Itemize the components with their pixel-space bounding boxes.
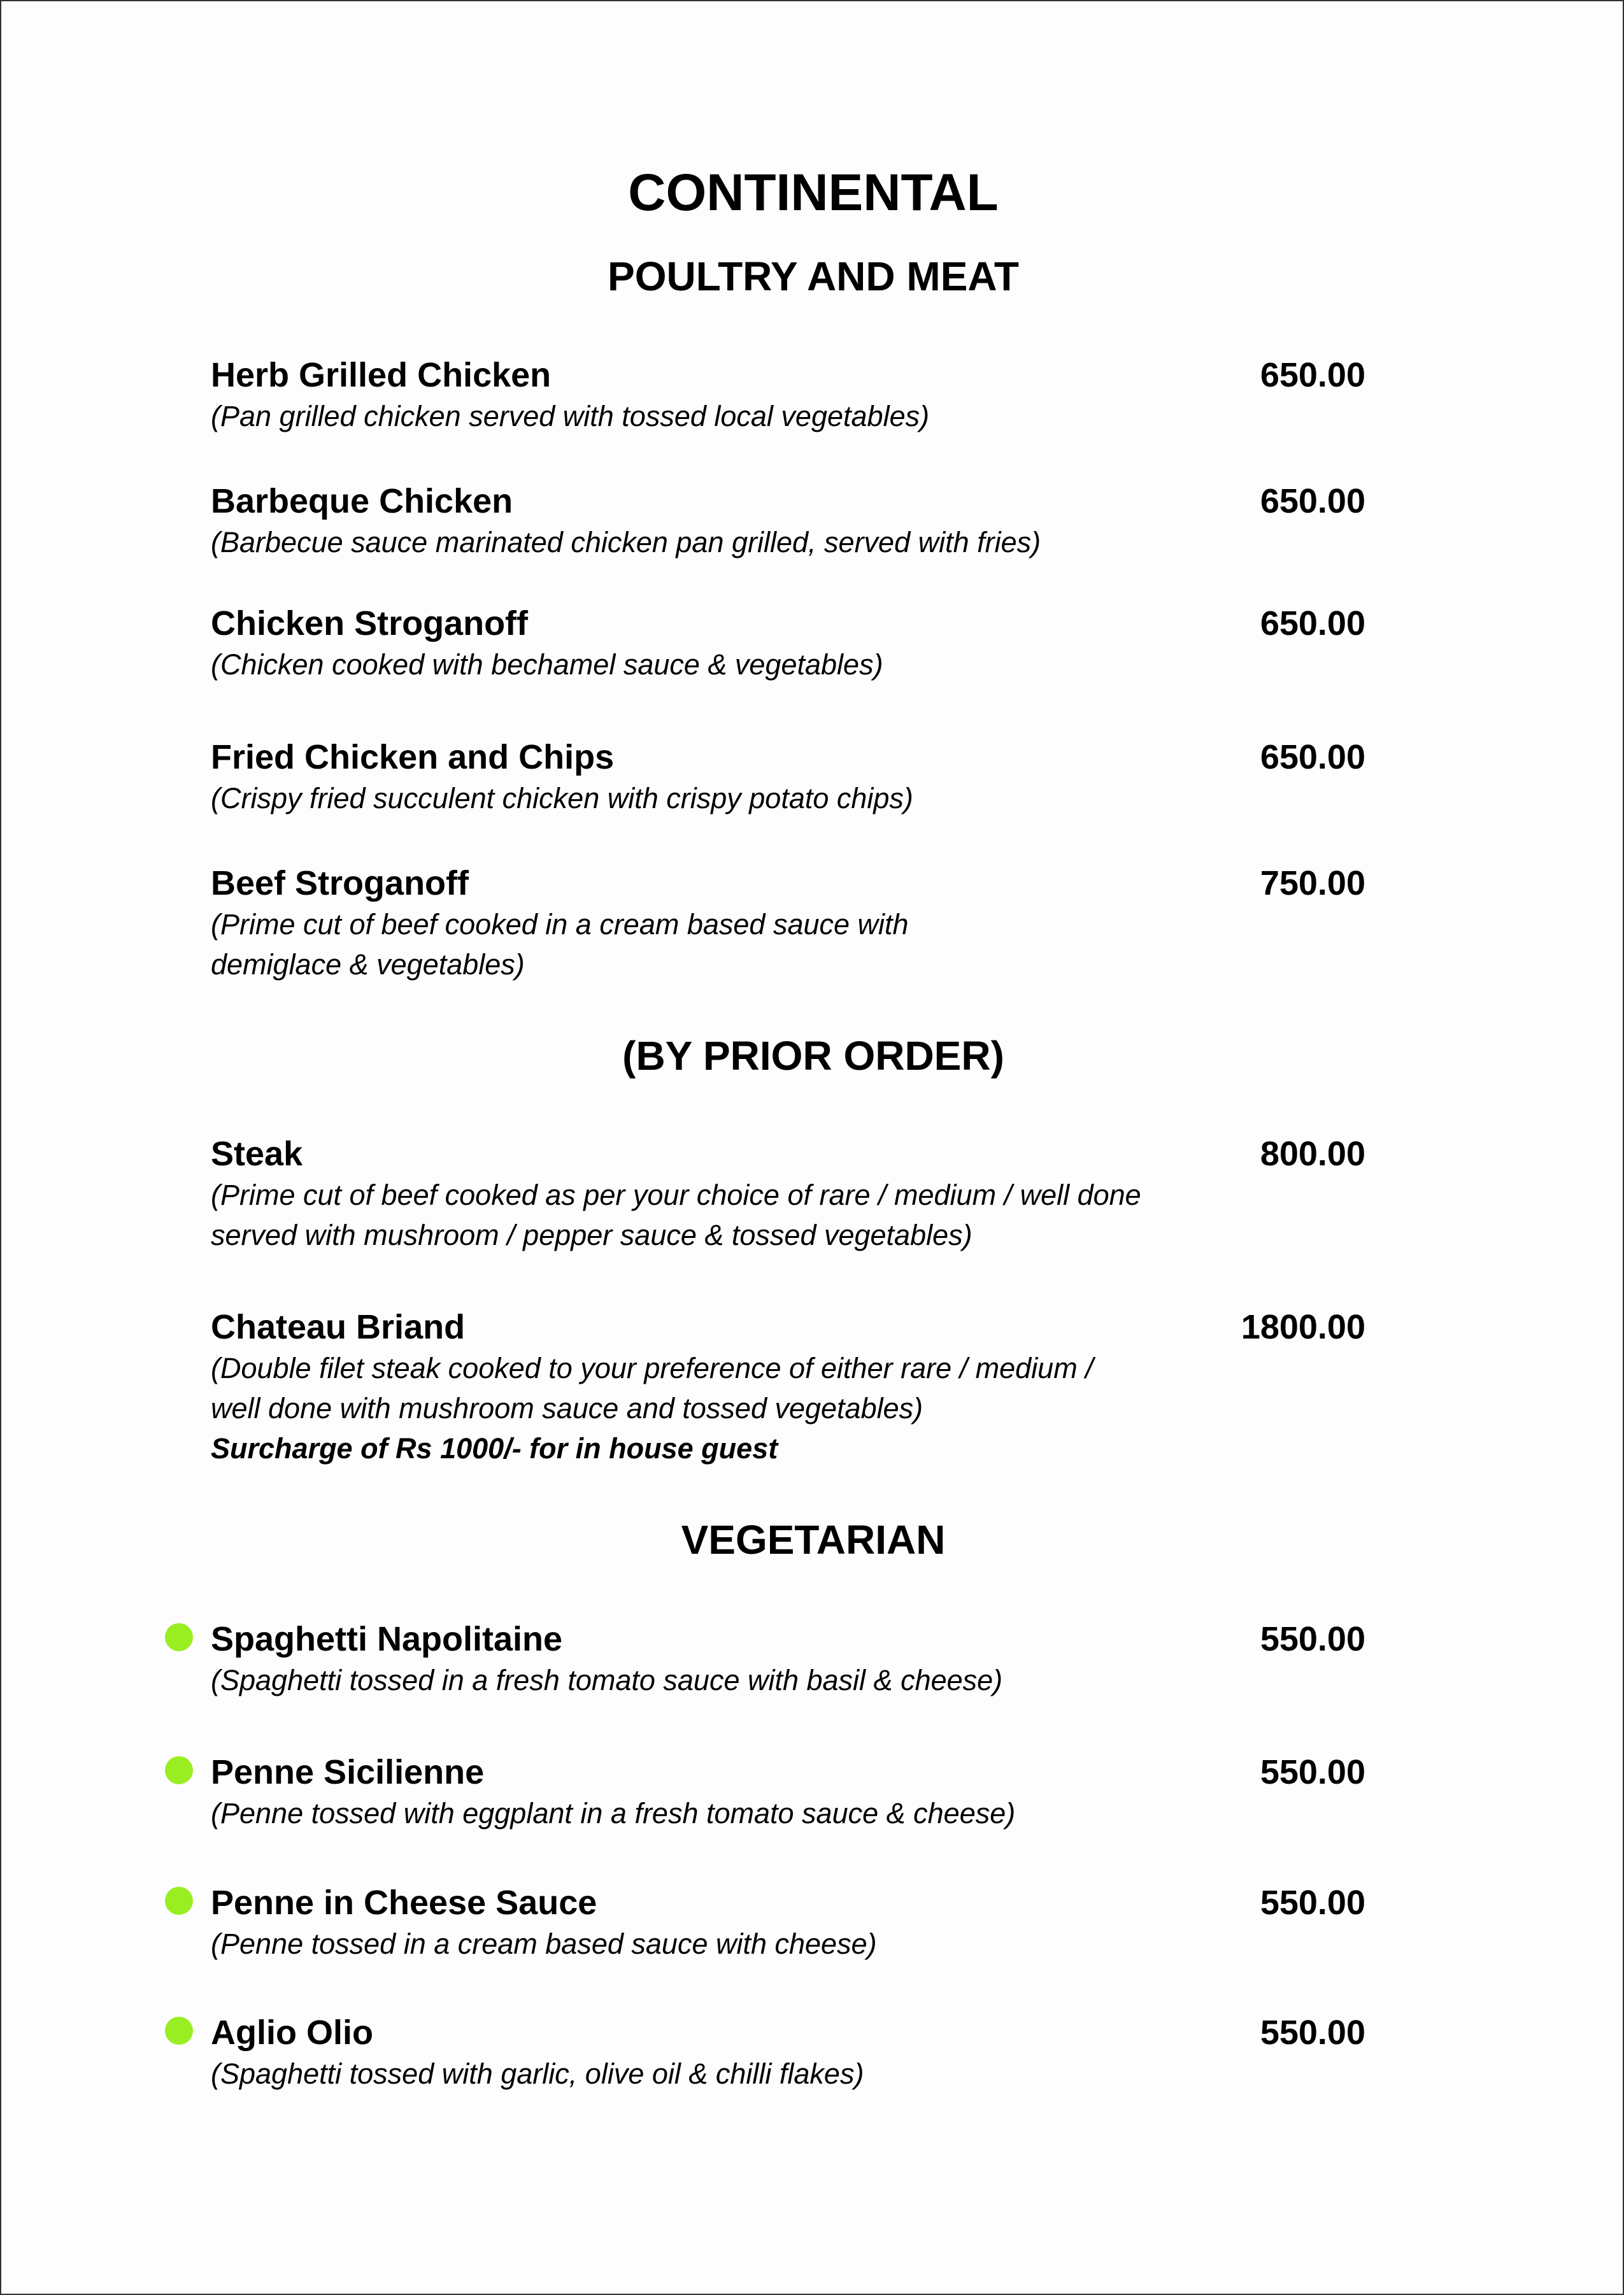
item-price: 750.00 — [1260, 864, 1365, 902]
item-price: 650.00 — [1260, 604, 1365, 643]
surcharge-note: Surcharge of Rs 1000/- for in house guest — [211, 1432, 778, 1465]
item-name: Aglio Olio — [211, 2014, 373, 2052]
veg-dot-icon — [165, 2017, 193, 2045]
item-price: 550.00 — [1260, 1884, 1365, 1922]
item-description: (Penne tossed in a cream based sauce with cheese) — [211, 1928, 877, 1960]
item-description: (Prime cut of beef cooked in a cream based sauce with — [211, 908, 909, 941]
item-description: demiglace & vegetables) — [211, 948, 525, 981]
item-name: Steak — [211, 1135, 303, 1173]
item-name: Chicken Stroganoff — [211, 604, 529, 643]
item-description: served with mushroom / pepper sauce & tossed vegetables) — [211, 1219, 972, 1251]
item-name: Penne in Cheese Sauce — [211, 1884, 597, 1922]
item-name: Chateau Briand — [211, 1308, 466, 1346]
item-name: Barbeque Chicken — [211, 482, 513, 520]
item-price: 650.00 — [1260, 482, 1365, 520]
item-description: (Chicken cooked with bechamel sauce & vegetables) — [211, 648, 883, 681]
item-price: 800.00 — [1260, 1135, 1365, 1173]
item-description: (Penne tossed with eggplant in a fresh tomato sauce & cheese) — [211, 1797, 1016, 1830]
item-description: (Barbecue sauce marinated chicken pan grilled, served with fries) — [211, 526, 1041, 558]
item-name: Penne Sicilienne — [211, 1753, 485, 1791]
item-price: 650.00 — [1260, 356, 1365, 394]
item-name: Fried Chicken and Chips — [211, 738, 615, 776]
item-description: (Crispy fried succulent chicken with crispy potato chips) — [211, 782, 913, 814]
item-name: Beef Stroganoff — [211, 864, 469, 902]
item-description: (Double filet steak cooked to your preference of either rare / medium / — [211, 1352, 1093, 1384]
item-price: 1800.00 — [1241, 1308, 1365, 1346]
item-price: 550.00 — [1260, 2014, 1365, 2052]
item-description: (Spaghetti tossed with garlic, olive oil & chilli flakes) — [211, 2057, 864, 2090]
item-price: 650.00 — [1260, 738, 1365, 776]
menu-title: CONTINENTAL — [628, 164, 999, 222]
item-description: well done with mushroom sauce and tossed vegetables) — [211, 1392, 923, 1425]
item-price: 550.00 — [1260, 1753, 1365, 1791]
section-heading-prior-order: (BY PRIOR ORDER) — [622, 1033, 1004, 1079]
item-description: (Pan grilled chicken served with tossed local vegetables) — [211, 400, 930, 432]
section-heading-vegetarian: VEGETARIAN — [681, 1517, 946, 1563]
item-description: (Prime cut of beef cooked as per your choice of rare / medium / well done — [211, 1179, 1141, 1211]
item-name: Herb Grilled Chicken — [211, 356, 552, 394]
veg-dot-icon — [165, 1756, 193, 1784]
section-heading-poultry: POULTRY AND MEAT — [608, 253, 1019, 299]
item-name: Spaghetti Napolitaine — [211, 1620, 563, 1658]
item-price: 550.00 — [1260, 1620, 1365, 1658]
veg-dot-icon — [165, 1887, 193, 1915]
veg-dot-icon — [165, 1623, 193, 1651]
item-description: (Spaghetti tossed in a fresh tomato sauce with basil & cheese) — [211, 1664, 1003, 1696]
